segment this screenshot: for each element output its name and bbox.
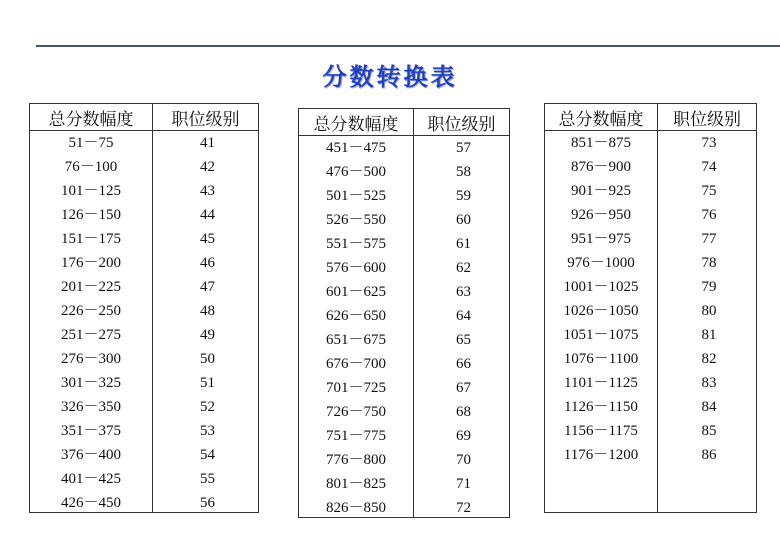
range-cell: 1126－1150 [564,399,638,415]
level-cell: 67 [456,380,471,396]
range-cell: 1051－1075 [563,327,639,343]
range-cell: 626－650 [325,308,386,324]
range-cell: 951－975 [570,231,631,247]
range-cell: 226－250 [60,303,121,319]
range-cell: 726－750 [325,404,386,420]
header-level: 职位级别 [673,109,741,130]
level-cell: 52 [200,399,215,415]
level-cell: 81 [701,327,717,343]
range-cell: 676－700 [325,356,386,372]
range-cell: 476－500 [325,164,386,180]
range-cell: 651－675 [325,332,386,348]
range-cell: 801－825 [325,476,386,492]
level-cell: 47 [200,279,215,295]
level-cell: 61 [456,236,471,252]
level-cell: 51 [200,375,215,391]
level-cell: 73 [701,135,717,151]
level-cell: 43 [200,183,215,199]
range-cell: 976－1000 [567,255,635,271]
range-cell: 701－725 [325,380,386,396]
level-cell: 86 [701,447,717,463]
range-cell: 51－75 [68,135,114,151]
level-cell: 54 [200,447,215,463]
level-cell: 45 [200,231,215,247]
range-cell: 601－625 [325,284,386,300]
range-cell: 401－425 [60,471,121,487]
header-range: 总分数幅度 [545,104,658,130]
range-cell: 826－850 [325,500,386,516]
level-cell: 48 [200,303,215,319]
range-cell: 926－950 [570,207,631,223]
range-cell: 151－175 [60,231,121,247]
level-cell: 78 [701,255,717,271]
level-cell: 82 [701,351,717,367]
range-cell: 201－225 [60,279,121,295]
level-cell: 71 [456,476,471,492]
level-cell: 77 [701,231,717,247]
range-cell: 751－775 [325,428,386,444]
level-column [153,131,258,512]
level-cell: 41 [200,135,215,151]
level-cell: 57 [456,140,471,156]
level-column [658,131,756,512]
range-cell: 1076－1100 [563,351,639,367]
level-cell: 59 [456,188,471,204]
range-cell: 101－125 [60,183,121,199]
level-cell: 63 [456,284,471,300]
range-cell: 1101－1125 [564,375,638,391]
range-cell: 1026－1050 [563,303,639,319]
level-cell: 72 [456,500,471,516]
header-range: 总分数幅度 [30,104,153,130]
level-cell: 62 [456,260,471,276]
page-title: 分数转换表 [322,62,458,91]
level-cell: 64 [456,308,471,324]
range-cell: 276－300 [60,351,121,367]
range-column [299,136,414,517]
level-cell: 46 [200,255,215,271]
level-cell: 49 [200,327,215,343]
level-cell: 56 [200,495,215,511]
level-cell: 42 [200,159,215,175]
header-level: 职位级别 [427,114,496,135]
range-column [30,131,153,512]
level-cell: 79 [701,279,717,295]
level-cell: 70 [456,452,471,468]
level-cell: 50 [200,351,215,367]
range-cell: 251－275 [60,327,121,343]
range-cell: 576－600 [325,260,386,276]
table-header [545,104,756,131]
conversion-table-3 [544,103,757,513]
range-cell: 351－375 [60,423,121,439]
range-cell: 301－325 [60,375,121,391]
level-cell: 69 [456,428,471,444]
level-cell: 60 [456,212,471,228]
level-cell: 66 [456,356,471,372]
range-cell: 126－150 [60,207,121,223]
level-cell: 85 [701,423,717,439]
level-cell: 68 [456,404,471,420]
range-cell: 526－550 [325,212,386,228]
conversion-table-1 [29,103,259,513]
level-cell: 76 [701,207,717,223]
range-cell: 1176－1200 [563,447,639,463]
header-range: 总分数幅度 [299,109,414,135]
table-header [30,104,258,131]
range-cell: 326－350 [60,399,121,415]
level-cell: 83 [701,375,717,391]
level-cell: 84 [701,399,717,415]
range-cell: 776－800 [325,452,386,468]
range-cell: 901－925 [570,183,631,199]
level-cell: 58 [456,164,471,180]
level-cell: 53 [200,423,215,439]
level-cell: 80 [701,303,717,319]
level-column [414,136,509,517]
level-cell: 44 [200,207,215,223]
header-level: 职位级别 [171,109,240,130]
range-cell: 76－100 [64,159,118,175]
range-cell: 426－450 [60,495,121,511]
conversion-table-2 [298,108,510,518]
table-header [299,109,509,136]
range-cell: 876－900 [570,159,631,175]
level-cell: 74 [701,159,717,175]
range-column [545,131,658,512]
range-cell: 376－400 [60,447,121,463]
top-divider [36,45,780,47]
level-cell: 75 [701,183,717,199]
range-cell: 551－575 [325,236,386,252]
level-cell: 55 [200,471,215,487]
range-cell: 1001－1025 [563,279,639,295]
range-cell: 501－525 [325,188,386,204]
range-cell: 451－475 [325,140,386,156]
range-cell: 851－875 [570,135,631,151]
range-cell: 1156－1175 [564,423,638,439]
level-cell: 65 [456,332,471,348]
range-cell: 176－200 [60,255,121,271]
